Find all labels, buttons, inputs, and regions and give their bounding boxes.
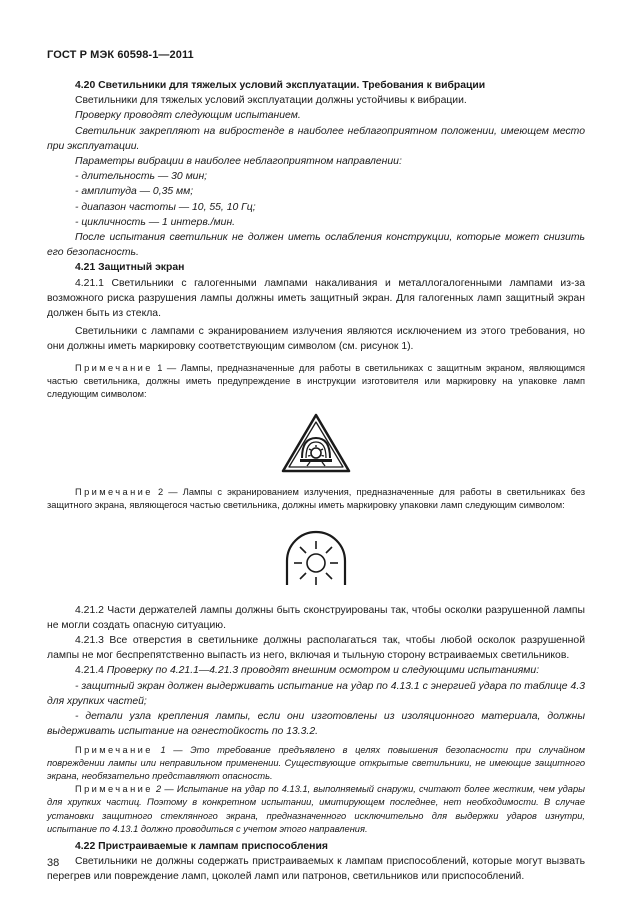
list-item: - длительность — 30 мин; — [75, 171, 208, 183]
note-text: 1 — Лампы, предназначенные для работы в светильниках с защитным экраном, являющимся частью светильника, должны иметь предупреждение в инструкции изготовителя или маркировку на упаковке ламп следующим символом: — [47, 362, 585, 400]
note — [47, 783, 585, 836]
paragraph: После испытания светильник не должен иметь ослабления конструкции, которые может снизить его безопасность. — [47, 232, 585, 259]
document-header: ГОСТ Р МЭК 60598-1—2011 — [47, 49, 194, 61]
note-text: 2 — Лампы с экранированием излучения, предназначенные для работы в светильниках без защитного экрана, являющегося частью светильника, должны иметь маркировку упаковки ламп следующим символом: — [47, 487, 585, 511]
note-label: Примечание — [75, 362, 153, 373]
section-4-20-heading: 4.20 Светильники для тяжелых условий эксплуатации. Требования к вибрации — [75, 80, 486, 91]
list-item: - амплитуда — 0,35 мм; — [75, 186, 194, 198]
symbol-figure — [47, 412, 585, 475]
note — [47, 362, 585, 402]
list-item: - цикличность — 1 интерв./мин. — [75, 216, 236, 228]
note — [47, 744, 585, 784]
paragraph-text: Проверку по 4.21.1—4.21.3 проводят внешним осмотром и следующими испытаниями: — [106, 665, 540, 677]
paragraph: 4.21.1 Светильники с галогенными лампами накаливания и металлогалогенными лампами из-за возможного риска разрушения лампы должны иметь защитный экран. Для галогенных ламп защитный экран должен быть из стекла. — [47, 277, 585, 320]
document-body — [47, 78, 585, 885]
note-label: Примечание — [75, 744, 153, 755]
note — [47, 486, 585, 512]
paragraph: 4.21.3 Все отверстия в светильнике должны располагаться так, чтобы любой осколок разрушенной лампы не мог беспрепятственно выпасть из него, включая и тыльную сторону встраиваемых светильников. — [47, 635, 585, 662]
warning-triangle-lamp-icon — [280, 412, 352, 474]
paragraph: Светильники с лампами с экранированием излучения являются исключением из этого требования, но они должны иметь маркировку соответствующим символом (см. рисунок 1). — [47, 326, 585, 353]
page-number: 38 — [47, 857, 60, 869]
note-label: Примечание — [75, 784, 153, 795]
paragraph: Проверку проводят следующим испытанием. — [75, 110, 301, 122]
note-text: 1 — Это требование предъявлено в целях повышения безопасности при случайном повреждении лампы или неправильном применении. Существующие открытые светильники, не имеющие защитного экрана, необязательно представляют опасность. — [47, 744, 585, 781]
paragraph — [47, 663, 585, 678]
shielded-lamp-icon — [280, 525, 352, 593]
paragraph: Светильник закрепляют на вибростенде в наиболее неблагоприятном положении, имеющем место при эксплуатации. — [47, 125, 585, 152]
list-item: - защитный экран должен выдерживать испытание на удар по 4.13.1 с энергией удара по таблице 4.3 для хрупких частей; — [47, 680, 585, 707]
paragraph: Светильники не должны содержать пристраиваемых к лампам приспособлений, которые могут вызвать перегрев или повреждение ламп, цоколей ламп или патронов, светильников или приспособлений. — [47, 856, 585, 883]
list-item: - детали узла крепления лампы, если они изготовлены из изоляционного материала, должны выдерживать испытание на огнестойкость по 13.3.2. — [47, 711, 585, 738]
note-label: Примечание — [75, 487, 153, 498]
paragraph: 4.21.2 Части держателей лампы должны быть сконструированы так, чтобы осколки разрушенной лампы не могли создать опасную ситуацию. — [47, 604, 585, 631]
paragraph-number: 4.21.4 — [75, 665, 107, 677]
paragraph: Светильники для тяжелых условий эксплуатации должны устойчивы к вибрации. — [75, 95, 467, 107]
list-item: - диапазон частоты — 10, 55, 10 Гц; — [75, 201, 256, 213]
note-text: 2 — Испытание на удар по 4.13.1, выполняемый снаружи, считают более жестким, чем удары для хрупких частиц. Поэтому в конкретном испытании, имитирующем последнее, нет необходимости. В случае установки защитного стеклянного экрана, предназначенного исключительно для выдержки ударов изнутри, испытание по 4.13.1 должно проводиться с учетом этого направления. — [47, 784, 585, 834]
symbol-figure — [47, 525, 585, 593]
section-4-22-heading: 4.22 Пристраиваемые к лампам приспособления — [75, 840, 328, 852]
paragraph: Параметры вибрации в наиболее неблагоприятном направлении: — [75, 156, 402, 168]
section-4-21-heading: 4.21 Защитный экран — [75, 262, 185, 274]
